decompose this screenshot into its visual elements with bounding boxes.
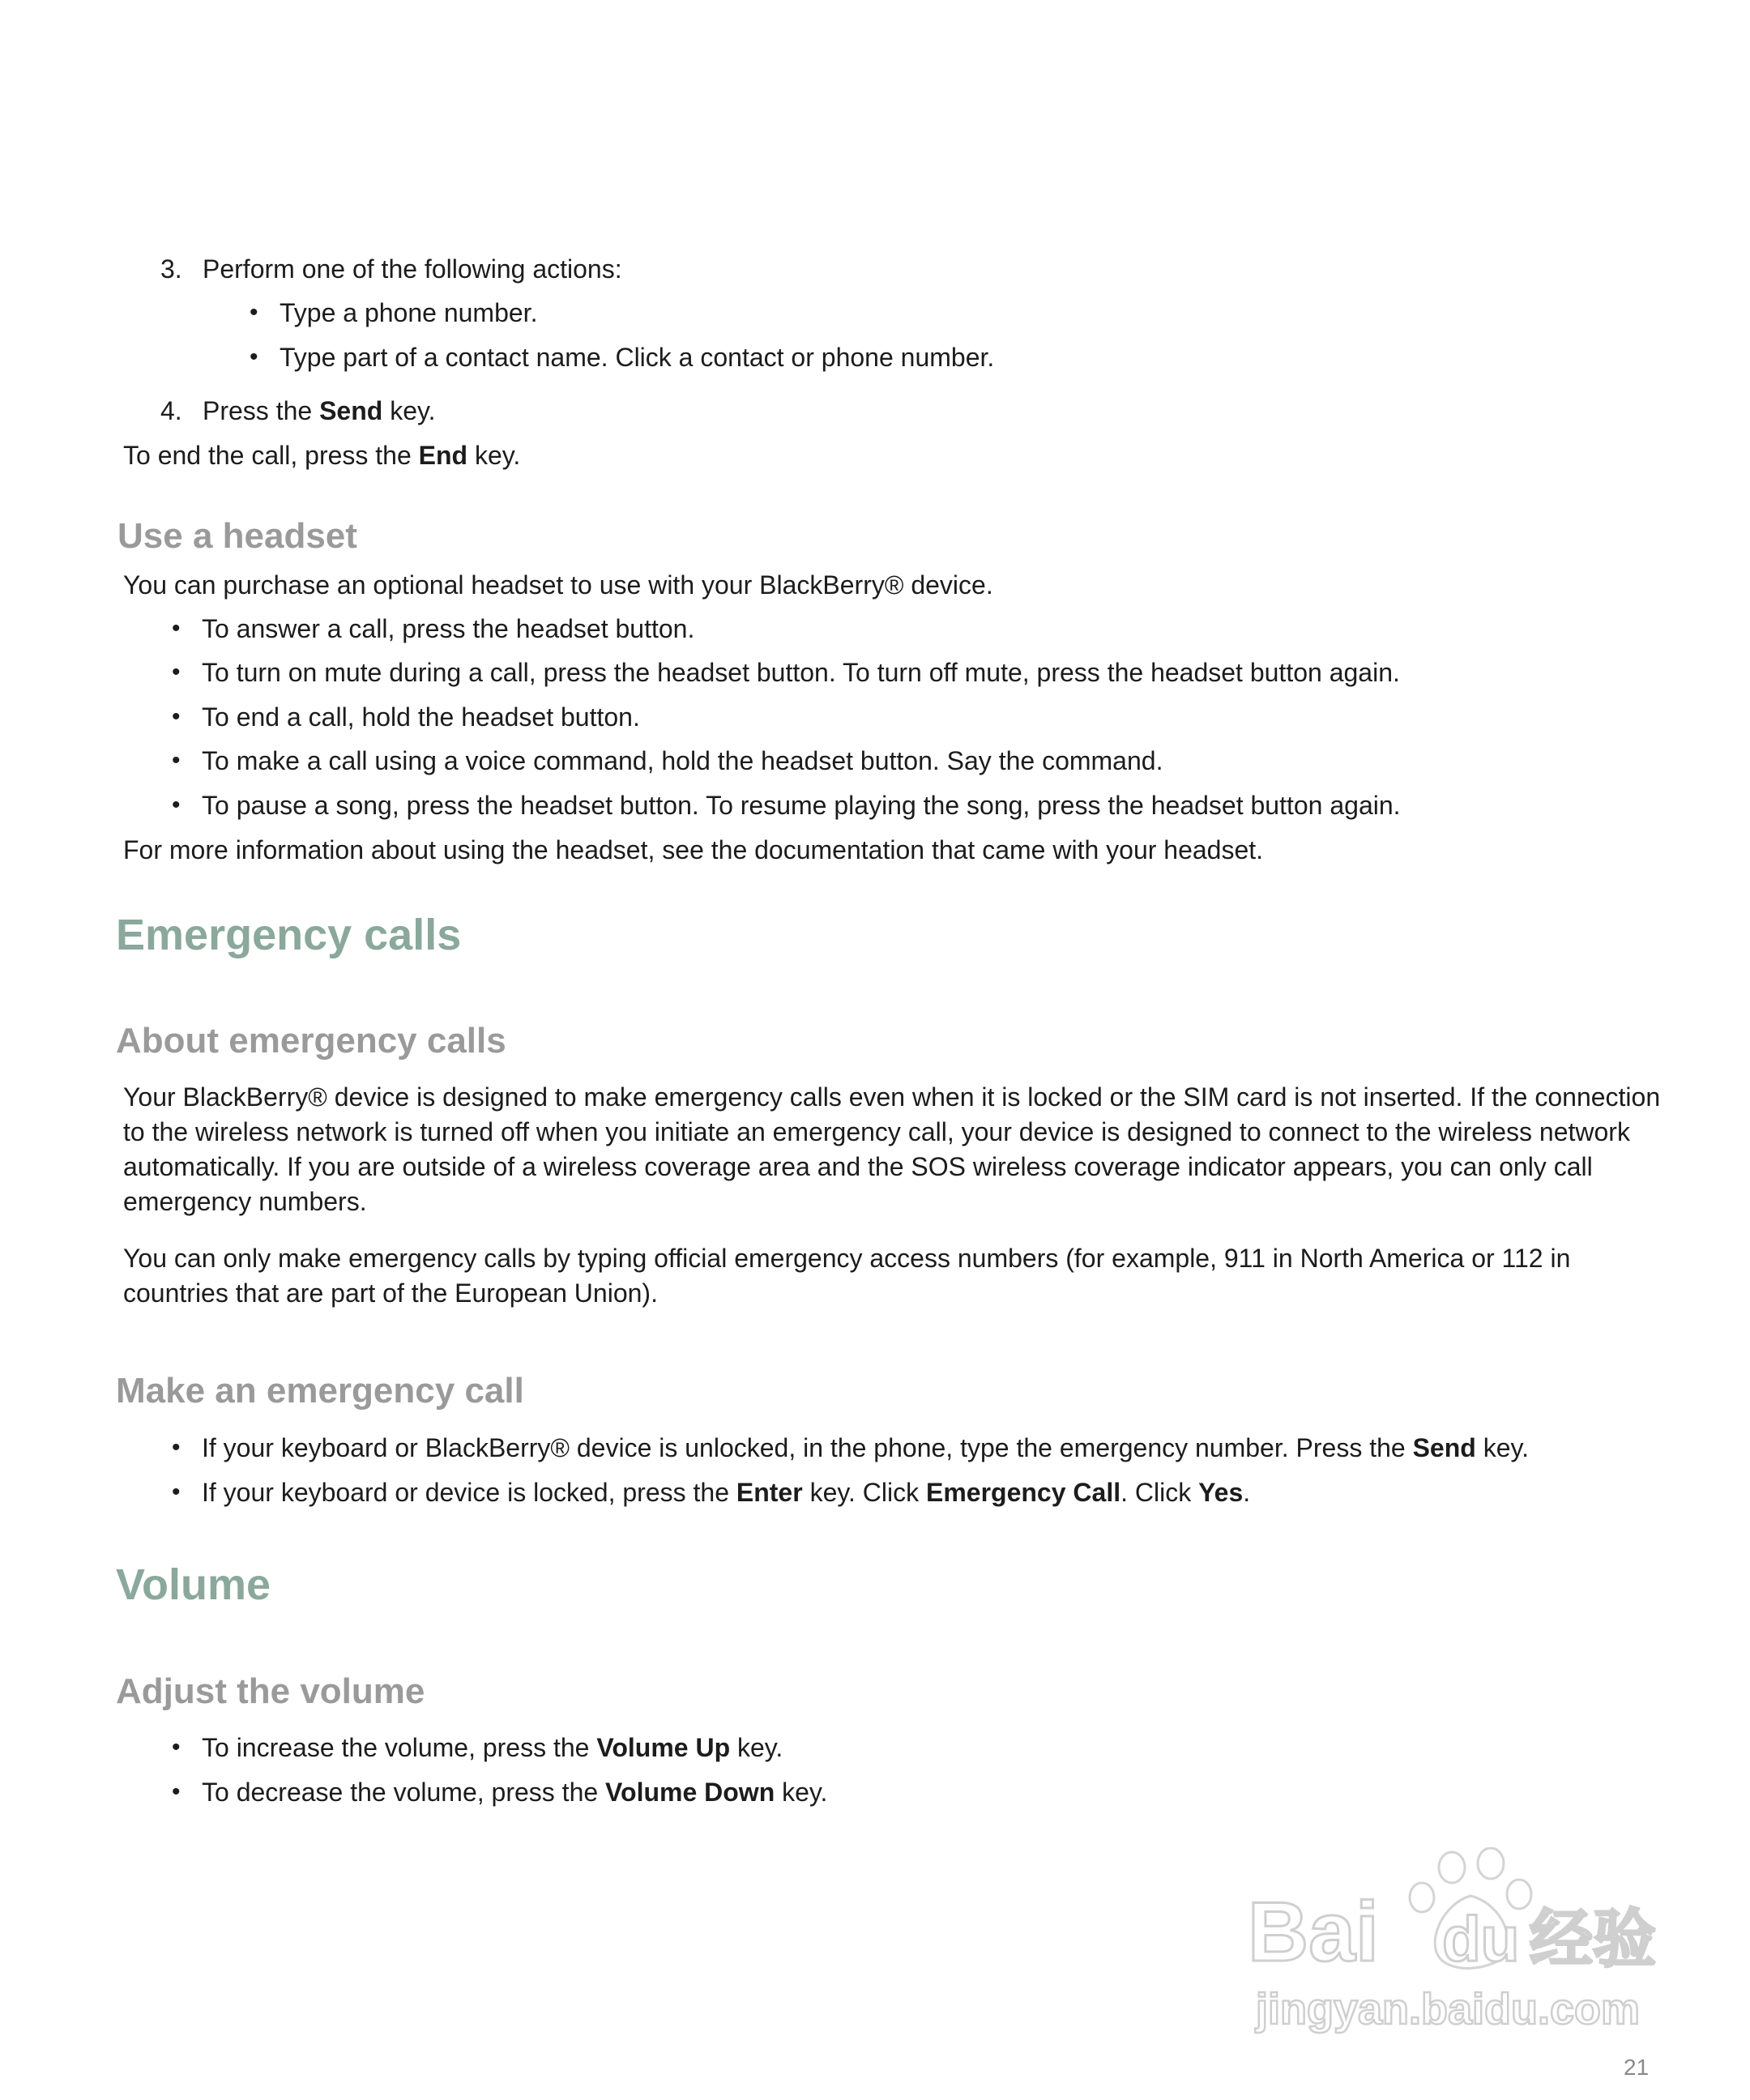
list-item: To pause a song, press the headset button. To resume playing the song, press the headset button again. <box>202 791 1401 820</box>
send-key-label: Send <box>319 396 383 425</box>
watermark-brand-du: du <box>1442 1903 1520 1974</box>
emergency-call-label: Emergency Call <box>925 1478 1121 1507</box>
bullet-icon: • <box>172 792 181 818</box>
bullet-icon: • <box>172 747 181 774</box>
bullet-icon: • <box>172 703 181 730</box>
step-number: 3. <box>160 254 182 284</box>
bullet-icon: • <box>172 1434 181 1461</box>
enter-key-label: Enter <box>736 1478 803 1507</box>
list-item: If your keyboard or BlackBerry® device is unlocked, in the phone, type the emergency number. Press the Send key. <box>202 1433 1530 1462</box>
bullet-icon: • <box>250 299 258 326</box>
list-item: To answer a call, press the headset button. <box>202 614 695 643</box>
bullet-icon: • <box>172 615 181 642</box>
step-number: 4. <box>160 396 182 425</box>
chapter-heading-emergency-calls: Emergency calls <box>116 911 462 959</box>
end-call-text: To end the call, press the End key. <box>123 441 521 470</box>
baidu-watermark-logo <box>1240 1847 1669 2042</box>
section-heading-adjust-volume: Adjust the volume <box>116 1671 425 1711</box>
step-text: Perform one of the following actions: <box>203 254 622 284</box>
headset-outro: For more information about using the headset, see the documentation that came with your headset. <box>123 835 1264 864</box>
section-heading-make-emergency-call: Make an emergency call <box>116 1371 524 1411</box>
list-item: To increase the volume, press the Volume Up key. <box>202 1733 783 1762</box>
bullet-icon: • <box>172 659 181 685</box>
yes-label: Yes <box>1198 1478 1244 1507</box>
volume-down-key-label: Volume Down <box>605 1778 775 1807</box>
headset-intro: You can purchase an optional headset to use with your BlackBerry® device. <box>123 570 993 600</box>
section-heading-about-emergency-calls: About emergency calls <box>116 1021 506 1061</box>
watermark-url: jingyan.baidu.com <box>1256 1985 1641 2034</box>
list-item: If your keyboard or device is locked, press the Enter key. Click Emergency Call. Click Yes. <box>202 1478 1251 1507</box>
list-item: To decrease the volume, press the Volume Down key. <box>202 1778 828 1807</box>
chapter-heading-volume: Volume <box>116 1560 271 1609</box>
watermark-cn: 经验 <box>1530 1903 1657 1976</box>
watermark-brand: Bai <box>1248 1885 1379 1979</box>
bullet-icon: • <box>172 1778 181 1805</box>
list-item: To make a call using a voice command, hold the headset button. Say the command. <box>202 746 1163 775</box>
volume-up-key-label: Volume Up <box>596 1733 731 1762</box>
list-item: Type a phone number. <box>280 298 538 327</box>
emergency-paragraph-2: You can only make emergency calls by typing official emergency access numbers (for example, 911 in North America or 112 in countries that are part of the European Union). <box>123 1244 1571 1308</box>
step-text: Press the Send key. <box>203 396 436 425</box>
list-item: To turn on mute during a call, press the headset button. To turn off mute, press the headset button again. <box>202 658 1400 687</box>
list-item: Type part of a contact name. Click a contact or phone number. <box>280 343 995 372</box>
emergency-paragraph-1: Your BlackBerry® device is designed to make emergency calls even when it is locked or the SIM card is not inserted. If the connection to the wireless network is turned off when you initiate an emergency call, your device is designed to connect to the wireless network automatically. If you are outside of a wireless coverage area and the SOS wireless coverage indicator appears, you can only call emergency numbers. <box>123 1082 1661 1216</box>
page-number: 21 <box>1624 2055 1650 2080</box>
section-heading-use-headset: Use a headset <box>117 516 357 556</box>
list-item: To end a call, hold the headset button. <box>202 702 640 732</box>
bullet-icon: • <box>172 1479 181 1505</box>
bullet-icon: • <box>172 1734 181 1761</box>
end-key-label: End <box>418 441 468 470</box>
send-key-label: Send <box>1412 1433 1476 1462</box>
bullet-icon: • <box>250 344 258 370</box>
